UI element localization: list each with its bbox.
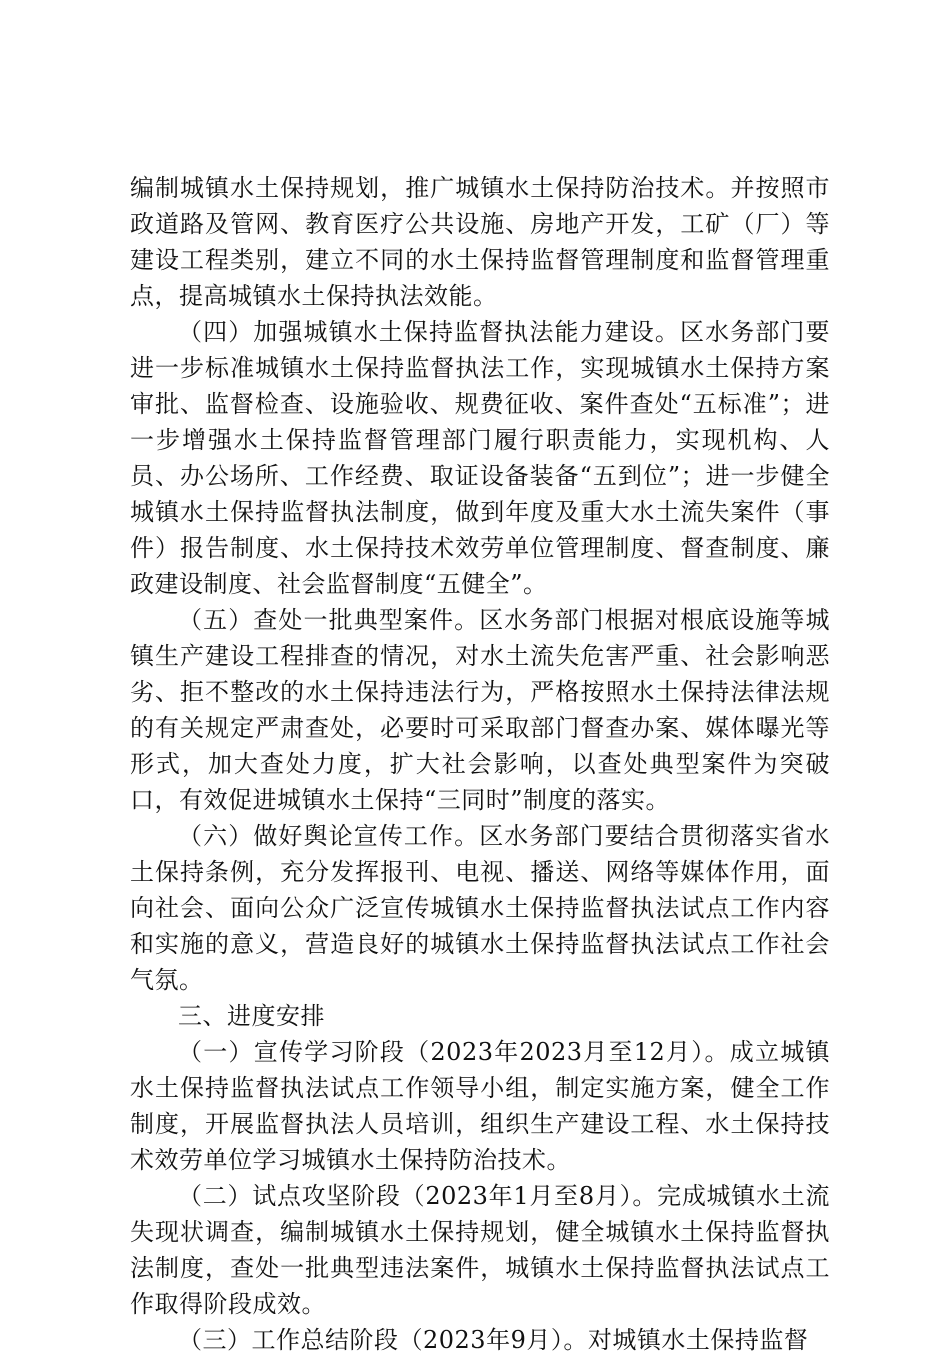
section-heading-schedule: 三、进度安排 bbox=[178, 1002, 325, 1030]
paragraph-1: 编制城镇水土保持规划，推广城镇水土保持防治技术。并按照市政道路及管网、教育医疗公共设施、房地产开发，工矿（厂）等建设工程类别，建立不同的水土保持监督管理制度和监督管理重点，提高城镇水土保持执法效能。 bbox=[130, 174, 830, 310]
paragraph-3: （五）查处一批典型案件。区水务部门根据对根底设施等城镇生产建设工程排查的情况，对水土流失危害严重、社会影响恶劣、拒不整改的水土保持违法行为，严格按照水土保持法律法规的有关规定严肃查处，必要时可采取部门督查办案、媒体曝光等形式，加大查处力度，扩大社会影响，以查处典型案件为突破口，有效促进城镇水土保持“三同时”制度的落实。 bbox=[130, 606, 830, 814]
paragraph-6: （二）试点攻坚阶段（2023年1月至8月）。完成城镇水土流失现状调查，编制城镇水土保持规划，健全城镇水土保持监督执法制度，查处一批典型违法案件，城镇水土保持监督执法试点工作取得阶段成效。 bbox=[130, 1182, 830, 1318]
paragraph-5: （一）宣传学习阶段（2023年2023月至12月）。成立城镇水土保持监督执法试点工作领导小组，制定实施方案，健全工作制度，开展监督执法人员培训，组织生产建设工程、水土保持技术效劳单位学习城镇水土保持防治技术。 bbox=[130, 1038, 830, 1174]
paragraph-2: （四）加强城镇水土保持监督执法能力建设。区水务部门要进一步标准城镇水土保持监督执法工作，实现城镇水土保持方案审批、监督检查、设施验收、规费征收、案件查处“五标准”；进一步增强水土保持监督管理部门履行职责能力，实现机构、人员、办公场所、工作经费、取证设备装备“五到位”；进一步健全城镇水土保持监督执法制度，做到年度及重大水土流失案件（事件）报告制度、水土保持技术效劳单位管理制度、督查制度、廉政建设制度、社会监督制度“五健全”。 bbox=[130, 318, 830, 598]
paragraph-4: （六）做好舆论宣传工作。区水务部门要结合贯彻落实省水土保持条例，充分发挥报刊、电视、播送、网络等媒体作用，面向社会、面向公众广泛宣传城镇水土保持监督执法试点工作内容和实施的意义，营造良好的城镇水土保持监督执法试点工作社会气氛。 bbox=[130, 822, 830, 994]
paragraph-7: （三）工作总结阶段（2023年9月）。对城镇水土保持监督 bbox=[178, 1326, 809, 1354]
document-body bbox=[130, 170, 830, 1358]
